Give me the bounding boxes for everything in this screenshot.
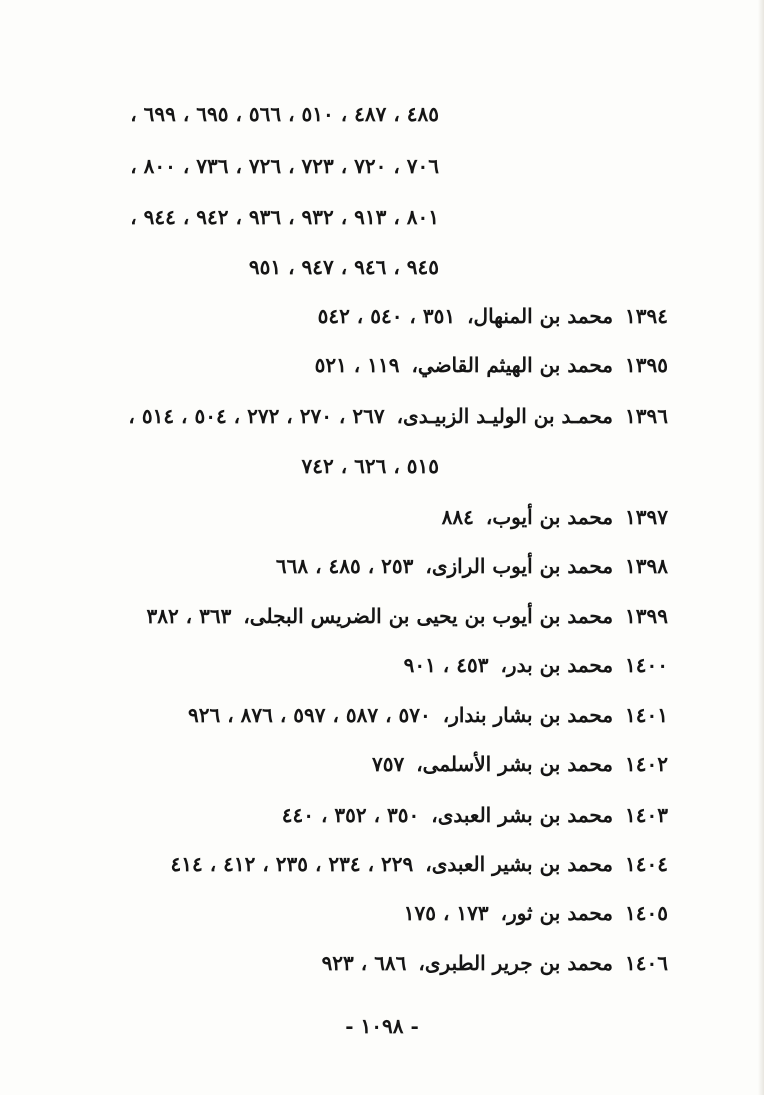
entry-number: ١٤٠٣ — [625, 803, 668, 827]
entry-refs: ١٧٣ ، ١٧٥ — [403, 901, 489, 925]
entry-refs: ٣٦٣ ، ٣٨٢ — [146, 604, 232, 628]
entry-number: ١٤٠٦ — [625, 951, 668, 975]
entry-refs: ٣٥١ ، ٥٤٠ ، ٥٤٢ — [317, 304, 456, 328]
entry-refs: ٦٨٦ ، ٩٢٣ — [321, 951, 407, 975]
index-entry — [276, 546, 668, 586]
entry-refs: ٧٥٧ — [371, 752, 405, 776]
index-entry — [322, 943, 668, 983]
entry-name: محمد بن بشير العبدى، — [425, 852, 614, 876]
index-entry — [171, 844, 669, 884]
index-entry — [372, 744, 668, 784]
entry-refs: ٢٢٩ ، ٢٣٤ ، ٢٣٥ ، ٤١٢ ، ٤١٤ — [170, 852, 414, 876]
index-entry — [146, 596, 668, 636]
entry-name: محمد بن الهيثم القاضي، — [411, 353, 614, 377]
entry-continuation — [302, 446, 439, 486]
entry-name: محمد بن بشر الأسلمى، — [416, 752, 614, 776]
continuation-line: ٨٠١ ، ٩١٣ ، ٩٣٢ ، ٩٣٦ ، ٩٤٢ ، ٩٤٤ ، — [130, 205, 439, 229]
entry-number: ١٤٠٢ — [625, 752, 668, 776]
index-entry — [282, 795, 668, 835]
index-entry — [315, 345, 668, 385]
entry-number: ١٤٠٠ — [625, 653, 668, 677]
entry-name: محمد بن بشر العبدى، — [431, 803, 614, 827]
index-entry — [442, 497, 668, 537]
entry-number: ١٣٩٧ — [625, 505, 668, 529]
entry-name: محمد بن المنهال، — [467, 304, 614, 328]
entry-name: محمد بن جرير الطبرى، — [418, 951, 614, 975]
entry-number: ١٣٩٤ — [625, 304, 668, 328]
entry-refs: ٥٧٠ ، ٥٨٧ ، ٥٩٧ ، ٨٧٦ ، ٩٢٦ — [188, 703, 431, 727]
entry-refs: ٢٦٧ ، ٢٧٠ ، ٢٧٢ ، ٥٠٤ ، ٥١٤ ، — [128, 404, 385, 428]
entry-number: ١٣٩٩ — [625, 604, 668, 628]
entry-name: محمد بن بدر، — [500, 653, 614, 677]
entry-number: ١٤٠٤ — [625, 852, 668, 876]
entry-number: ١٣٩٦ — [625, 404, 668, 428]
index-entry — [404, 893, 668, 933]
continuation-line: ٤٨٥ ، ٤٨٧ ، ٥١٠ ، ٥٦٦ ، ٦٩٥ ، ٦٩٩ ، — [130, 102, 439, 126]
entry-number: ١٤٠١ — [625, 703, 668, 727]
entry-name: محمـد بن الوليـد الزبيـدى، — [396, 404, 614, 428]
index-entry — [128, 396, 668, 436]
entry-refs: ٨٨٤ — [441, 505, 474, 529]
entry-refs: ٣٥٠ ، ٣٥٢ ، ٤٤٠ — [281, 803, 420, 827]
entry-refs: ٥١٥ ، ٦٢٦ ، ٧٤٢ — [301, 454, 439, 478]
entry-number: ١٣٩٨ — [625, 554, 668, 578]
index-entry — [188, 695, 668, 735]
entry-number: ١٣٩٥ — [625, 353, 668, 377]
entry-name: محمد بن ثور، — [500, 901, 614, 925]
entry-name: محمد بن أيوب بن يحيى بن الضريس البجلى، — [243, 604, 614, 628]
entry-refs: ١١٩ ، ٥٢١ — [314, 353, 400, 377]
index-entry — [318, 296, 668, 336]
continuation-line: ٩٤٥ ، ٩٤٦ ، ٩٤٧ ، ٩٥١ — [248, 255, 439, 279]
entry-refs: ٢٥٣ ، ٤٨٥ ، ٦٦٨ — [275, 554, 414, 578]
entry-number: ١٤٠٥ — [625, 901, 668, 925]
entry-refs: ٤٥٣ ، ٩٠١ — [403, 653, 489, 677]
page-edge — [758, 0, 764, 1095]
entry-name: محمد بن بشار بندار، — [442, 703, 614, 727]
page-number: - ١٠٩٨ - — [345, 1014, 419, 1038]
entry-name: محمد بن أيوب، — [485, 505, 614, 529]
index-entry — [404, 645, 668, 685]
continuation-line: ٧٠٦ ، ٧٢٠ ، ٧٢٣ ، ٧٢٦ ، ٧٣٦ ، ٨٠٠ ، — [130, 154, 439, 178]
entry-name: محمد بن أيوب الرازى، — [425, 554, 614, 578]
